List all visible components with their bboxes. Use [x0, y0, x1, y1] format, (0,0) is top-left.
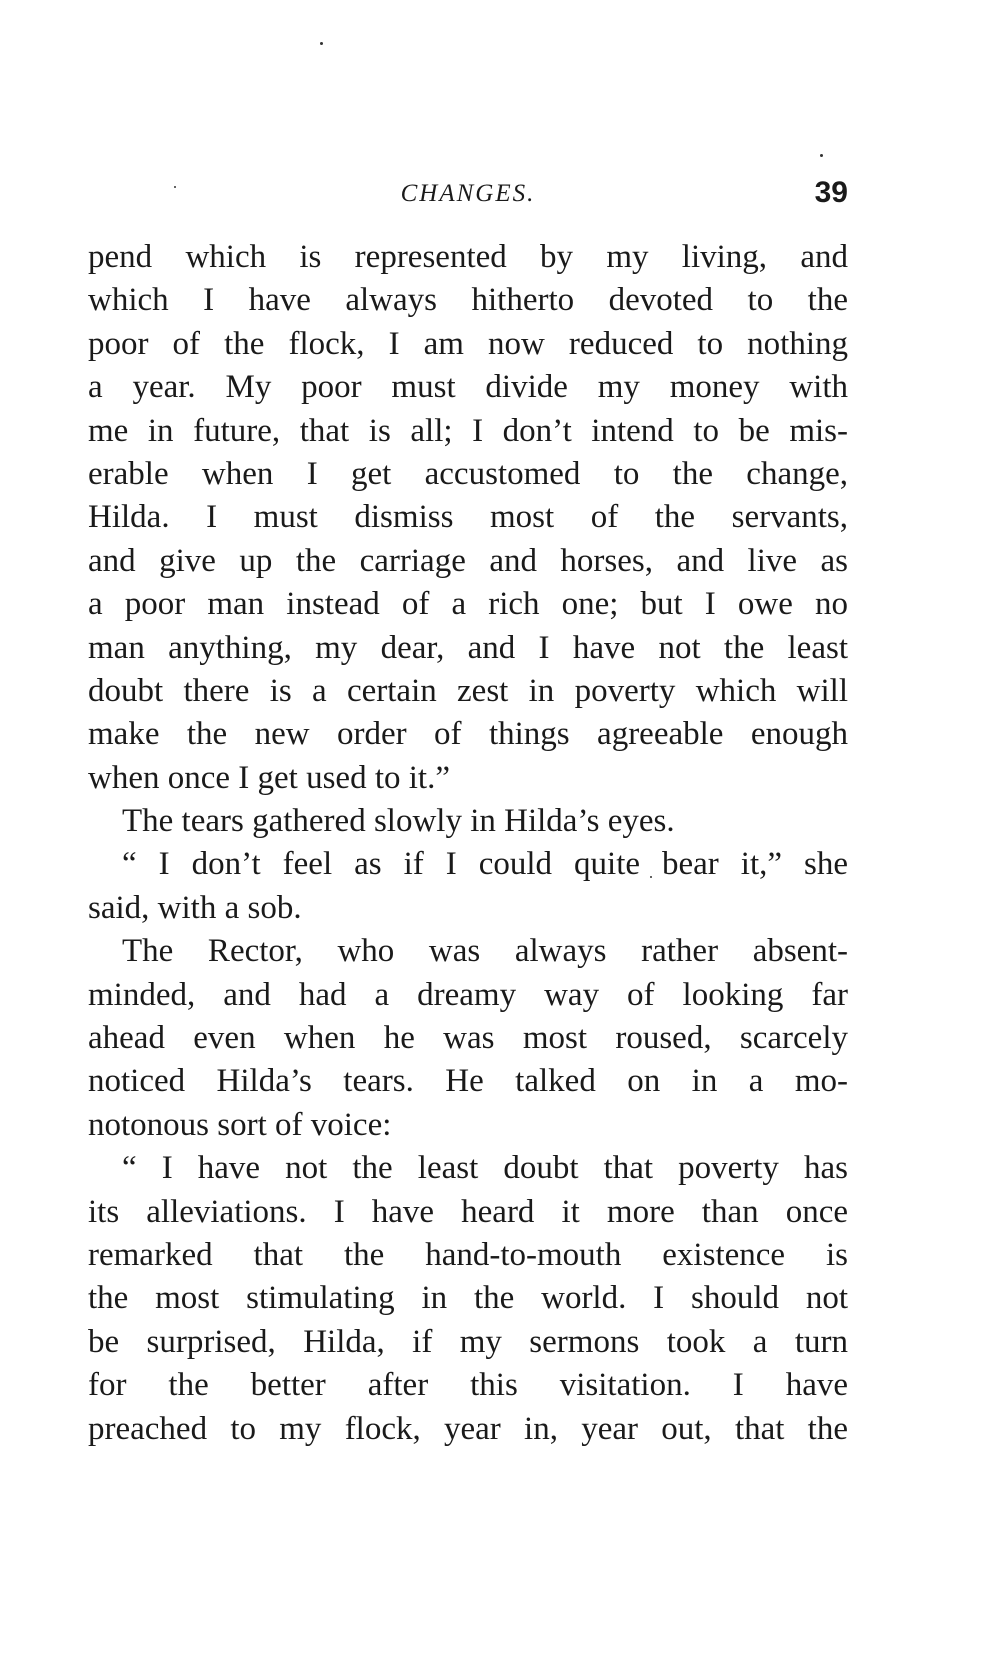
text-line: remarked that the hand-to-mouth existence is [88, 1236, 848, 1273]
text-line: its alleviations. I have heard it more than once [88, 1193, 848, 1230]
text-line: said, with a sob. [88, 889, 302, 926]
text-line: noticed Hilda’s tears. He talked on in a mo- [88, 1063, 848, 1100]
text-line: “ I have not the least doubt that poverty has [122, 1150, 848, 1187]
text-line: doubt there is a certain zest in poverty which will [88, 672, 848, 709]
text-line: make the new order of things agreeable enough [88, 716, 848, 753]
body-text [88, 236, 848, 1451]
text-line: which I have always hitherto devoted to the [88, 282, 848, 319]
text-line: a year. My poor must divide my money with [88, 369, 848, 406]
text-line: minded, and had a dreamy way of looking far [88, 976, 848, 1013]
text-line: ahead even when he was most roused, scarcely [88, 1020, 848, 1057]
text-line: a poor man instead of a rich one; but I owe no [88, 586, 848, 623]
text-line: erable when I get accustomed to the change, [88, 455, 848, 492]
running-title: CHANGES. [400, 180, 536, 207]
text-line: The Rector, who was always rather absent- [122, 933, 848, 970]
text-line: for the better after this visitation. I have [88, 1367, 848, 1404]
text-line: The tears gathered slowly in Hilda’s eyes. [122, 803, 675, 840]
text-line: preached to my flock, year in, year out, that the [88, 1410, 848, 1447]
text-line: Hilda. I must dismiss most of the servants, [88, 499, 848, 536]
text-line: man anything, my dear, and I have not the least [88, 629, 848, 666]
text-line: “ I don’t feel as if I could quite bear it,” she [122, 846, 848, 883]
text-line: and give up the carriage and horses, and live as [88, 542, 848, 579]
text-line: me in future, that is all; I don’t intend to be mis- [88, 412, 848, 449]
text-line: when once I get used to it.” [88, 759, 450, 796]
print-speck [820, 154, 823, 157]
text-line: notonous sort of voice: [88, 1106, 392, 1143]
text-line: pend which is represented by my living, and [88, 239, 848, 275]
text-line: poor of the flock, I am now reduced to nothing [88, 325, 848, 362]
page-number: 39 [814, 176, 848, 209]
text-line: the most stimulating in the world. I should not [88, 1280, 848, 1317]
text-line: be surprised, Hilda, if my sermons took a turn [88, 1323, 848, 1360]
running-header [88, 176, 848, 220]
print-speck [320, 42, 323, 45]
